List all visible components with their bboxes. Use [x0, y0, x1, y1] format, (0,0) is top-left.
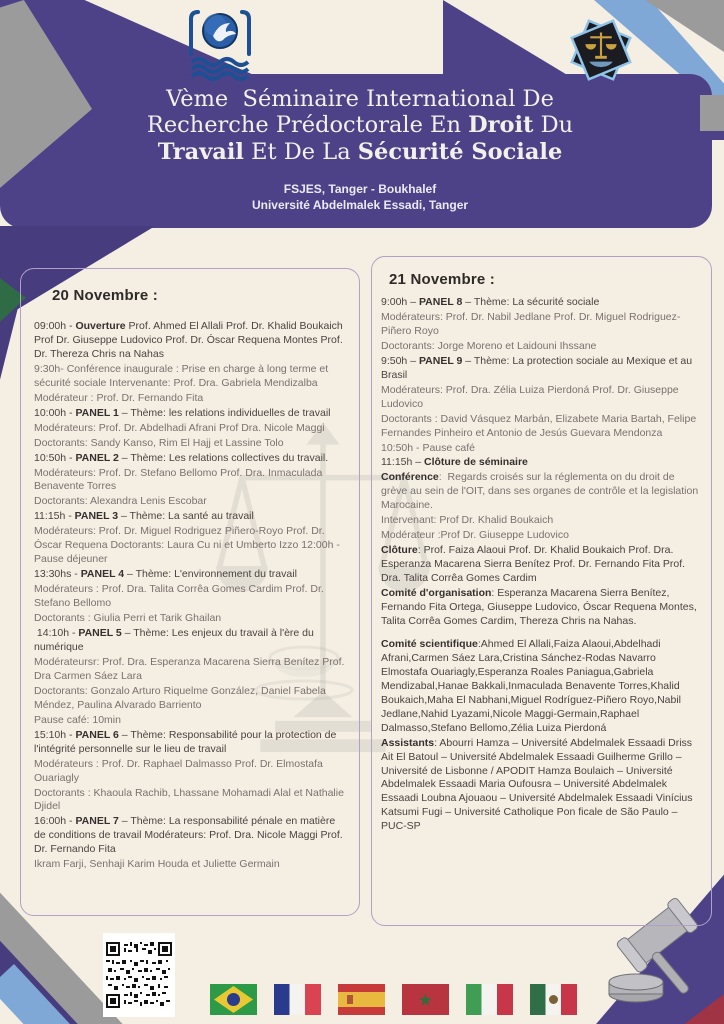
text-line: Pause café: 10min: [34, 713, 121, 726]
qr-code-image: [106, 936, 172, 1014]
text-line: 10:50h - PANEL 2 – Thème: Les relations collectives du travail.: [34, 451, 329, 464]
text-line: Doctorants: Jorge Moreno et Laidouni Ihssane: [381, 339, 597, 352]
text-line: 15:10h - PANEL 6 – Thème: Responsabilité pour la protection de l'intégrité personnelle sur le lieu de travail: [34, 728, 340, 755]
text-line: Modérateurs : Prof. Dra. Talita Corrêa Gomes Cardim Prof. Dr. Stefano Bellomo: [34, 583, 327, 610]
text-line: Clôture: Prof. Faiza Alaoui Prof. Dr. Khalid Boukaich Prof. Dra. Esperanza Macarena Sierra Benítez Prof. Dr. Fernando Fita Prof. Dra. Talita Corrêa Gomes Cardim: [381, 544, 688, 585]
poster-subtitle: [40, 182, 680, 214]
decor-gray-square-right: [700, 95, 724, 131]
text-line: Modérateur : Prof. Dr. Fernando Fita: [34, 391, 204, 404]
flag-morocco-icon: [402, 984, 449, 1015]
flag-france-icon: [274, 984, 321, 1015]
decor-purple-wedge-top-center: [443, 0, 569, 76]
flag-mexico-icon: [530, 984, 577, 1015]
text-line: 13:30hs - PANEL 4 – Thème: L'environnement du travail: [34, 568, 297, 581]
text-line: Comité d'organisation: Esperanza Macarena Sierra Benítez, Fernando Fita Ortega, Giuseppe Ludovico, Óscar Requena Montes, Talita Corrêa Gomes Cardim, Thereza Chris na Nahas.: [381, 587, 700, 627]
text-line: Doctorants : David Vásquez Marbán, Elizabete Maria Bartah, Felipe Fernandes Pinheiro et Antonio de Jesús Guevara Mendonza: [381, 412, 700, 439]
flag-brazil-icon: [210, 984, 257, 1015]
text-line: Modérateurs : Prof. Dr. Raphael Dalmasso Prof. Dr. Elmostafa Ouariagly: [34, 757, 326, 784]
text-line: Modérateurs: Prof. Dr. Miguel Rodriguez Piñero-Royo Prof. Dr. Óscar Requena Doctorants: Laura Cu ni et Umberto Izzo 12:00h - Pause déjeuner: [34, 525, 343, 566]
text-line: 14:10h - PANEL 5 – Thème: Les enjeux du travail à l'ère du numérique: [34, 627, 317, 653]
text-line: Modérateurs: Prof. Dr. Abdelhadi Afrani Prof Dra. Nicole Maggi: [34, 421, 325, 434]
text-line: Doctorants: Alexandra Lenis Escobar: [34, 495, 207, 508]
flag-italy-icon: [466, 984, 513, 1015]
text-line: Travail Et De La Sécurité Sociale: [157, 138, 563, 165]
text-line: 16:00h - PANEL 7 – Thème: La responsabilité pénale en matière de conditions de travail Modérateurs: Prof. Dra. Nicole Maggi Prof. Dr. Fernando Fita: [34, 815, 346, 856]
text-line: 11:15h – Clôture de séminaire: [381, 456, 528, 469]
day1-lines: [34, 320, 347, 872]
qr-code: [103, 933, 175, 1017]
text-line: Modérateurs: Prof. Dra. Zélia Luiza Pierdoná Prof. Dr. Giuseppe Ludovico: [381, 383, 682, 410]
schedule-day2-box: [371, 256, 712, 926]
text-line: Recherche Prédoctorale En Droit Du: [146, 112, 574, 139]
poster-title: [40, 86, 680, 165]
decor-purple-strip-right: [700, 131, 724, 140]
text-line: Doctorants: Sandy Kanso, Rim El Hajj et Lassine Tolo: [34, 436, 284, 449]
text-line: 10:50h - Pause café: [381, 441, 475, 454]
text-line: 9:00h – PANEL 8 – Thème: La sécurité sociale: [381, 296, 600, 308]
day1-heading: 20 Novembre :: [52, 287, 158, 304]
text-line: Modérateursr: Prof. Dra. Esperanza Macarena Sierra Benítez Prof. Dra Carmen Sáez Lara: [34, 655, 348, 682]
flag-spain-icon: [338, 984, 385, 1015]
text-line: 9:50h – PANEL 9 – Thème: La protection sociale au Mexique et au Brasil: [381, 354, 696, 381]
schedule-day1-box: [20, 268, 360, 916]
text-line: Modérateurs: Prof. Dr. Nabil Jedlane Prof. Dr. Miguel Rodriguez-Piñero Royo: [381, 310, 681, 337]
text-line: Modérateurs: Prof. Dr. Stefano Bellomo Prof. Dra. Inmaculada Benavente Torres: [34, 466, 326, 493]
text-line: Assistants: Abourri Hamza – Université Abdelmalek Essaadi Driss Ait El Batoul – Université Abdelmalek Essaadi Guilherme Grillo – Université de Lisbonne / APODIT Hamza Boulaich – Université Abdelmalek Essaadi Maria Oufousra – Université Abdelmalek Essaadi Loubna Ajouaou – Université Abdelmalek Essaadi Vinícius Katsumi Fugi – Université Catholique Pon ficale de São Paulo – PUC-SP: [381, 736, 696, 833]
subtitle-venue: FSJES, Tanger - Boukhalef: [283, 182, 437, 196]
day2-lines: [381, 296, 702, 834]
text-line: 11:15h - PANEL 3 – Thème: La santé au travail: [34, 510, 254, 523]
text-line: Conférence: Regards croisés sur la réglementa on du droit de grève au sein de l'OIT, dans ses organes de contrôle et la legislation Marocaine.: [381, 471, 702, 512]
text-line: Doctorants: Gonzalo Arturo Riquelme González, Daniel Fabela Méndez, Paulina Alvarado Barriento: [34, 684, 329, 711]
text-line: Vème Séminaire International De: [166, 86, 554, 112]
text-line: Comité scientifique:Ahmed El Allali,Faiza Alaoui,Abdelhadi Afrani,Carmen Sáez Lara,Cristina Sánchez-Rodas Navarro Elmostafa Ouariagly,Esperanza Roales Paniagua,Gabriela Mendizabal,Hanae Bakkali,Inmaculada Benavente Torres,Khalid Boukaich,Maha El Nabhani,Miguel Rodríguez-Piñero Royo,Nabil Jedlane,Nahid Lyazami,Nicole Maggi-Germain,Raphael Dalmasso,Stefano Bellomo,Zélia Luiza Pierdoná: [381, 637, 684, 734]
university-logo-icon: [183, 6, 257, 84]
country-flags-row: [210, 984, 577, 1015]
text-line: 9:30h- Conférence inaugurale : Prise en charge à long terme et sécurité sociale Intervenante: Prof. Dra. Gabriela Mendizalba: [34, 362, 332, 389]
text-line: Modérateur :Prof Dr. Giuseppe Ludovico: [381, 529, 569, 542]
day2-heading: 21 Novembre :: [389, 271, 495, 288]
text-line: Doctorants : Giulia Perri et Tarik Ghailan: [34, 612, 222, 625]
text-line: Intervenant: Prof Dr. Khalid Boukaich: [381, 514, 554, 527]
text-line: 09:00h - Ouverture Prof. Ahmed El Allali Prof. Dr. Khalid Boukaich Prof Dr. Giuseppe Ludovico Prof. Dr. Óscar Requena Montes Prof. Dr. Thereza Chris na Nahas: [34, 320, 346, 360]
text-line: Ikram Farji, Senhaji Karim Houda et Juliette Germain: [34, 858, 280, 871]
faculty-logo-icon: [564, 12, 638, 88]
subtitle-university: Université Abdelmalek Essadi, Tanger: [251, 197, 469, 212]
text-line: 10:00h - PANEL 1 – Thème: les relations individuelles de travail: [34, 406, 331, 419]
text-line: Doctorants : Khaoula Rachib, Lhassane Mohamadi Alal et Nathalie Djidel: [34, 786, 347, 813]
